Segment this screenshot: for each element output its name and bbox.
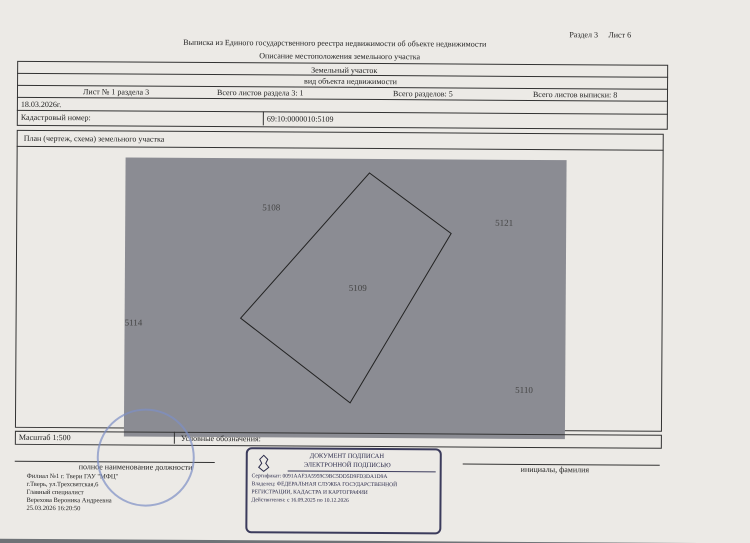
stamp-certificate: Сертификат: 0091AAF3A5959C9BC5DD5D9FD3DA1D9A: [251, 473, 388, 481]
stamp-owner-2: РЕГИСТРАЦИИ, КАДАСТРА И КАРТОГРАФИИ: [251, 489, 368, 496]
sheet-of-section: Лист № 1 раздела 3: [82, 87, 150, 97]
parcel-label-5121: 5121: [495, 217, 514, 228]
stamp-subtitle: ЭЛЕКТРОННОЙ ПОДПИСЬЮ: [303, 461, 391, 470]
parcel-label-5108: 5108: [262, 202, 281, 213]
coat-of-arms-icon: [254, 453, 274, 473]
total-section-sheets: Всего листов раздела 3: 1: [216, 88, 304, 98]
cadastral-number: 69:10:0000010:5109: [266, 114, 334, 124]
object-type-caption: вид объекта недвижимости: [304, 76, 397, 87]
plan-caption: План (чертеж, схема) земельного участка: [23, 133, 165, 144]
document-subtitle: Описание местоположения земельного участка: [259, 51, 421, 62]
legend-label: Условные обозначения:: [180, 433, 261, 444]
sheet-number: Лист 6: [608, 30, 632, 40]
parcel-plan: [124, 157, 567, 439]
document-title: Выписка из Единого государственного реестра недвижимости об объекте недвижимости: [183, 37, 487, 49]
stamp-title: ДОКУМЕНТ ПОДПИСАН: [309, 452, 385, 461]
parcel-plan-drawing: [124, 157, 567, 439]
object-type: Земельный участок: [311, 65, 378, 76]
signature-caption: инициалы, фамилия: [520, 464, 590, 475]
document-page: Раздел 3 Лист 6 Выписка из Единого государственного реестра недвижимости об объекте недвижимости Описание местоположения земельного участка Земельный участок вид объекта недвижимости Лист № 1 раздела 3 Всего листов раздела 3: 1 Всего разделов: 5 Всего листов выписки: 8 18.03.2026г. Кадастровый номер: 69:10:0000010:5109 План (чертеж, схема) земельного участка 5109 5108 5121 5114 5110 Масштаб 1:500 Условные обозначения: полное наименование должности инициалы, фамилия Филиал №1 г. Твери ГАУ "МФЦ" г.Тверь, ул.Трехсвятская,6 Главный специалист Верехова Вероника Андреевна 25.03.2026 16:20:50 ДОКУМЕНТ ПОДПИСАН ЭЛЕКТРОННОЙ ПОДПИСЬЮ Сертификат: 0091AAF3A5959C9BC5DD5D9FD3DA1D9A Владелец: ФЕДЕРАЛЬНАЯ СЛУЖБА ГОСУДАРСТВЕННОЙ РЕГИСТРАЦИИ, КАДАСТРА И КАРТОГРАФИИ Действителен: с 16.09.2025 по 10.12.2026: [0, 0, 750, 543]
position-caption: полное наименование должности: [78, 462, 193, 472]
e-signature-stamp: [245, 447, 442, 534]
parcel-label-5110: 5110: [515, 384, 533, 395]
scale: Масштаб 1:500: [18, 432, 71, 443]
section-number: Раздел 3: [569, 30, 599, 40]
cadastral-label: Кадастровый номер:: [20, 112, 91, 123]
parcel-label-5114: 5114: [124, 317, 143, 328]
parcel-label-5109: 5109: [348, 282, 367, 293]
stamp-valid: Действителен: с 16.09.2025 по 10.12.2026: [251, 497, 349, 504]
stamp-owner-1: Владелец: ФЕДЕРАЛЬНАЯ СЛУЖБА ГОСУДАРСТВЕННОЙ: [251, 481, 398, 489]
official-seal: [96, 408, 195, 507]
extract-date: 18.03.2026г.: [20, 99, 62, 110]
total-sections: Всего разделов: 5: [392, 89, 453, 99]
total-sheets: Всего листов выписки: 8: [532, 89, 618, 100]
